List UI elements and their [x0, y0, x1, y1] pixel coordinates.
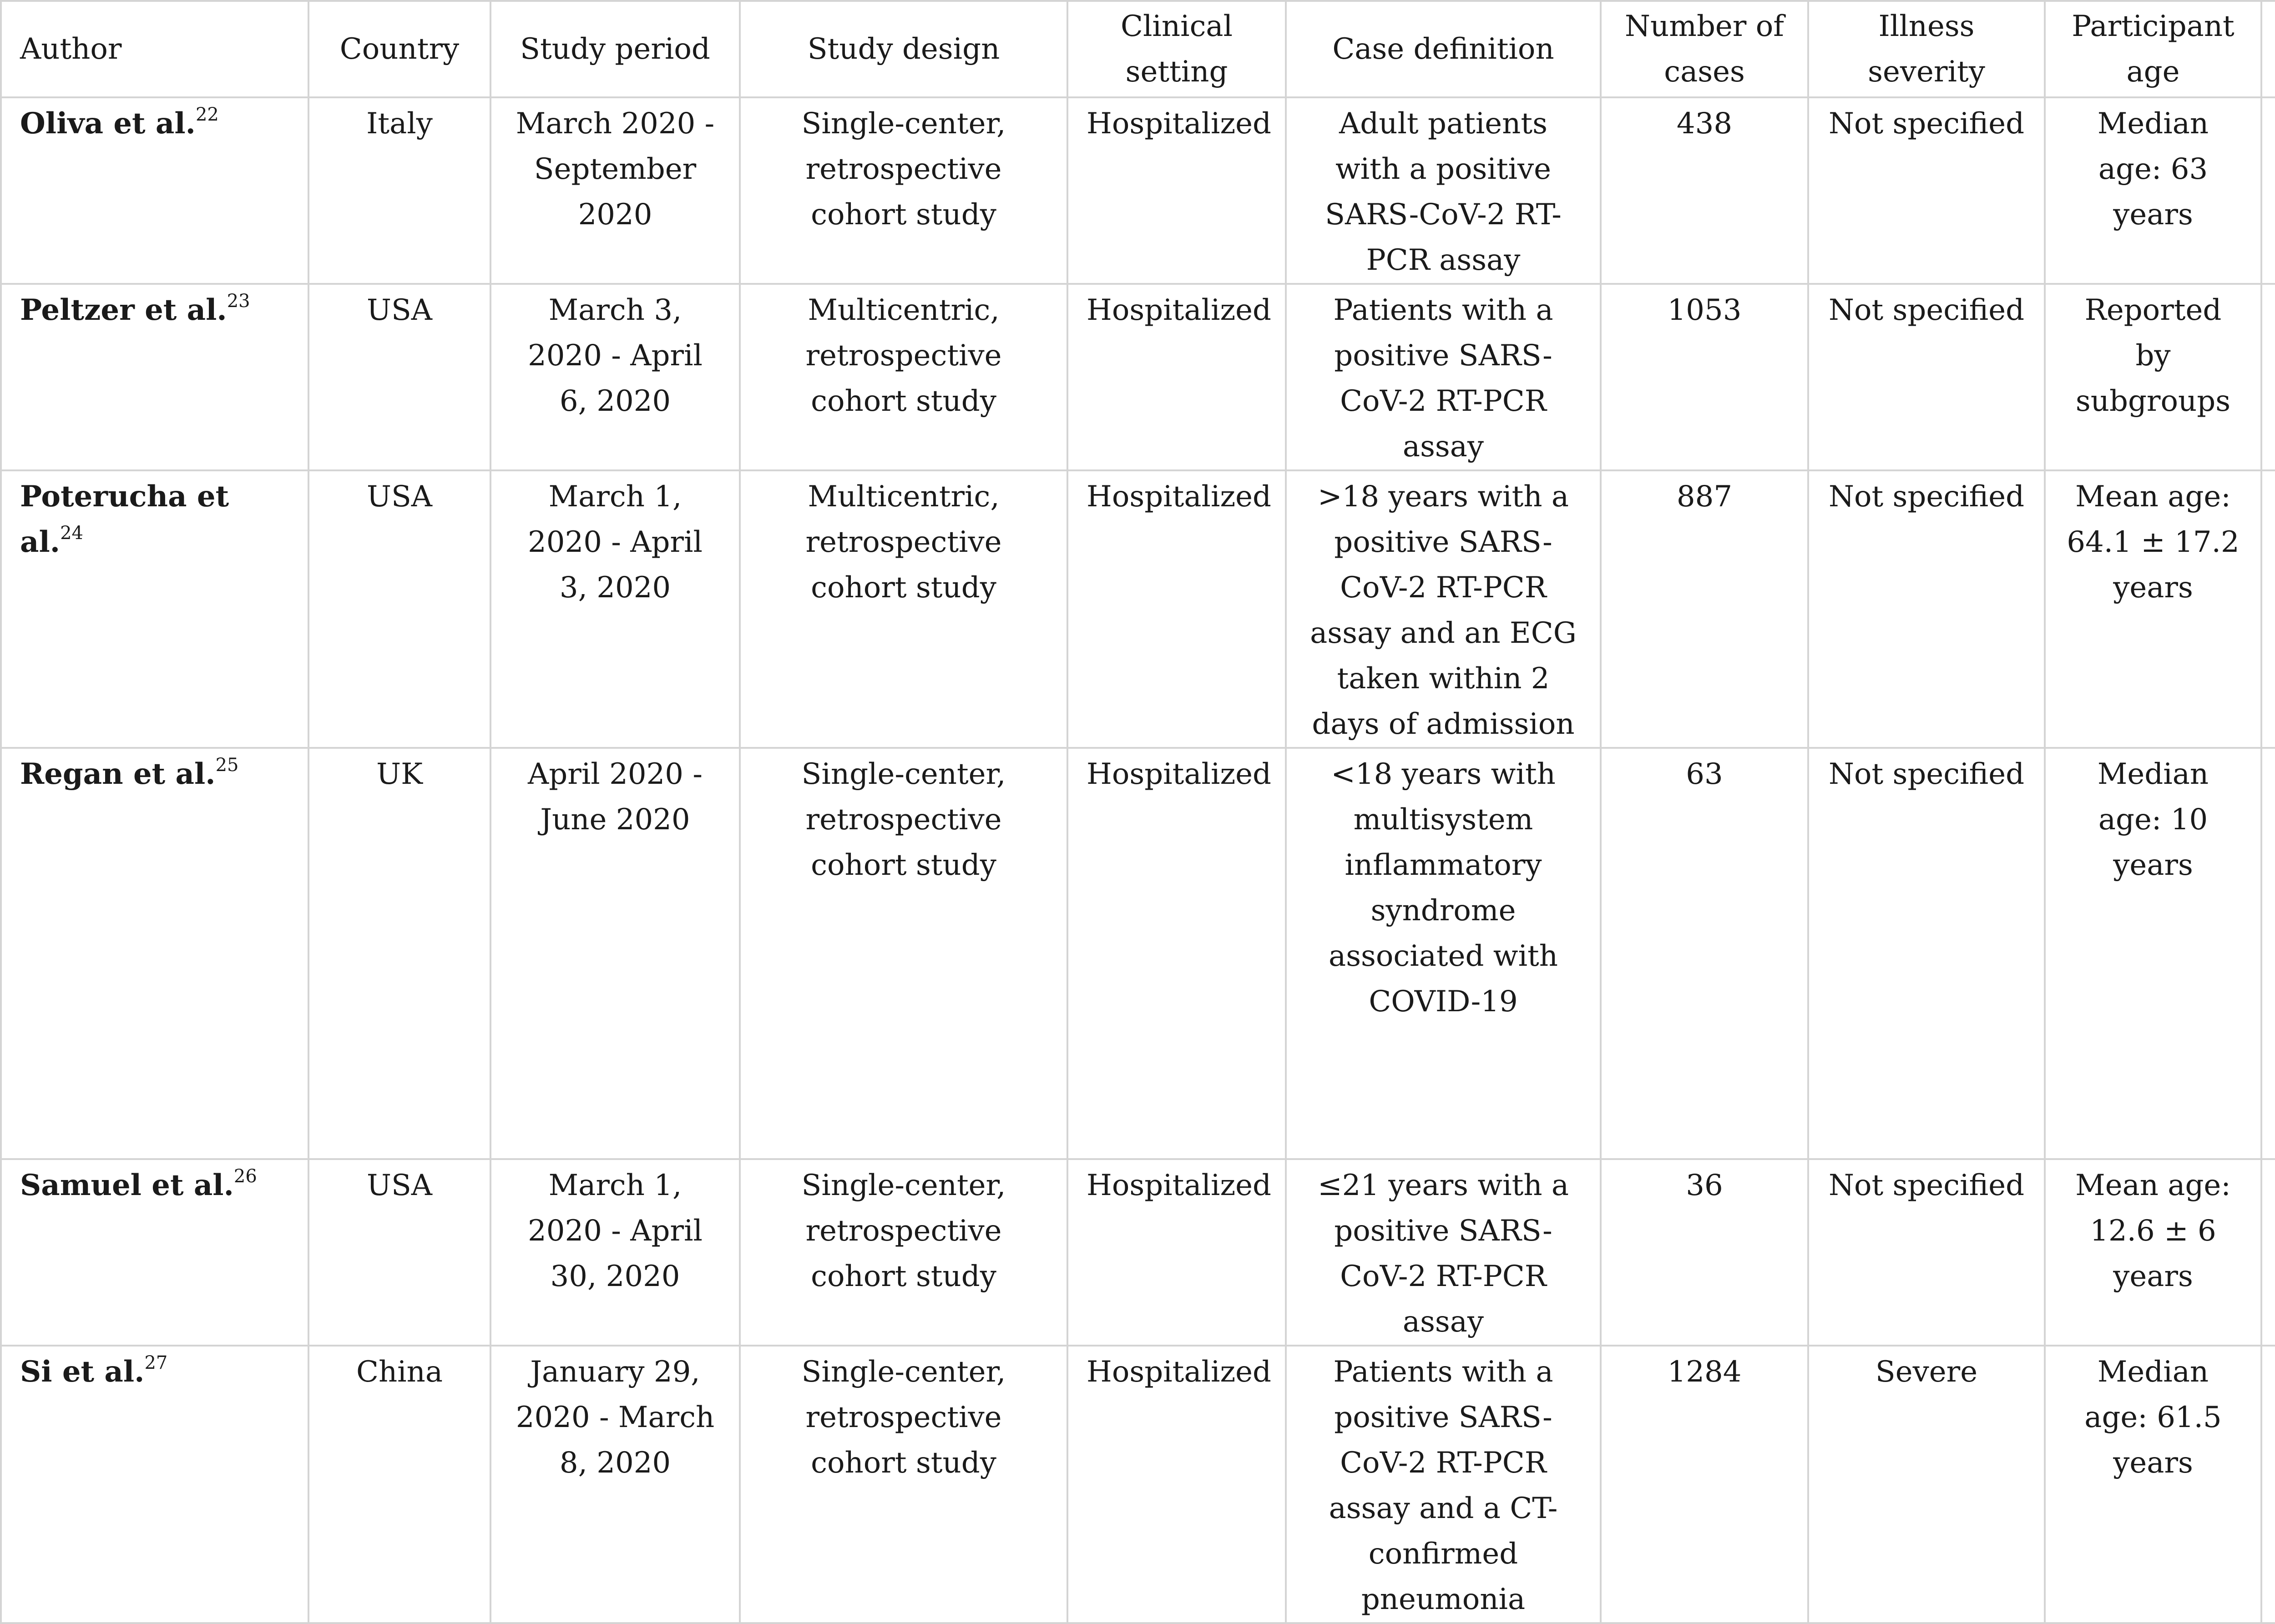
illness-severity-cell: Not specified: [1808, 284, 2045, 470]
author-name: Si et al.: [20, 1355, 145, 1389]
case-definition-cell: Patients with a positive SARS-CoV-2 RT-PCR assay and a CT-confirmed pneumonia: [1286, 1346, 1601, 1623]
header-study-design: Study design: [740, 1, 1067, 97]
table-row: [1, 97, 2275, 284]
author-cell: [1, 470, 308, 748]
header-row: [1, 1, 2275, 97]
study-design-cell: Multicentric, retrospective cohort study: [740, 284, 1067, 470]
reference-number: 23: [227, 291, 250, 312]
study-period-cell: April 2020 - June 2020: [490, 748, 740, 1159]
clinical-setting-cell: Hospitalized: [1067, 470, 1286, 748]
table-row: [1, 1159, 2275, 1346]
country-cell: USA: [308, 470, 490, 748]
study-design-cell: Single-center, retrospective cohort study: [740, 748, 1067, 1159]
clinical-setting-cell: Hospitalized: [1067, 97, 1286, 284]
study-design-cell: Multicentric, retrospective cohort study: [740, 470, 1067, 748]
author-cell: [1, 748, 308, 1159]
reference-number: 25: [215, 755, 239, 776]
study-period-cell: January 29, 2020 - March 8, 2020: [490, 1346, 740, 1623]
number-of-cases-cell: 887: [1601, 470, 1808, 748]
frequency-cell: [2261, 1346, 2275, 1623]
frequency-cell: [2261, 470, 2275, 748]
case-definition-cell: >18 years with a positive SARS-CoV-2 RT-PCR assay and an ECG taken within 2 days of admission: [1286, 470, 1601, 748]
study-design-cell: Single-center, retrospective cohort study: [740, 1346, 1067, 1623]
study-period-cell: March 2020 - September 2020: [490, 97, 740, 284]
illness-severity-cell: Not specified: [1808, 748, 2045, 1159]
number-of-cases-cell: 63: [1601, 748, 1808, 1159]
reference-number: 24: [60, 523, 83, 544]
number-of-cases-cell: 36: [1601, 1159, 1808, 1346]
number-of-cases-cell: 1284: [1601, 1346, 1808, 1623]
study-period-cell: March 1, 2020 - April 3, 2020: [490, 470, 740, 748]
number-of-cases-cell: 1053: [1601, 284, 1808, 470]
number-of-cases-cell: 438: [1601, 97, 1808, 284]
study-period-cell: March 3, 2020 - April 6, 2020: [490, 284, 740, 470]
country-cell: Italy: [308, 97, 490, 284]
author-cell: [1, 1159, 308, 1346]
study-design-cell: Single-center, retrospective cohort study: [740, 1159, 1067, 1346]
reference-number: 26: [233, 1166, 257, 1187]
frequency-cell: [2261, 284, 2275, 470]
header-study-period: Study period: [490, 1, 740, 97]
country-cell: USA: [308, 284, 490, 470]
participant-age-cell: Reported by subgroups: [2045, 284, 2261, 470]
author-cell: [1, 97, 308, 284]
illness-severity-cell: Severe: [1808, 1346, 2045, 1623]
author-name: Regan et al.: [20, 757, 216, 791]
header-number-of-cases: Number of cases: [1601, 1, 1808, 97]
reference-number: 22: [195, 104, 219, 125]
header-illness-severity: Illness severity: [1808, 1, 2045, 97]
frequency-cell: [2261, 97, 2275, 284]
country-cell: China: [308, 1346, 490, 1623]
header-case-definition: Case definition: [1286, 1, 1601, 97]
table-row: [1, 470, 2275, 748]
clinical-setting-cell: Hospitalized: [1067, 284, 1286, 470]
case-definition-cell: Adult patients with a positive SARS-CoV-2 RT-PCR assay: [1286, 97, 1601, 284]
author-name: Samuel et al.: [20, 1168, 234, 1202]
header-country: Country: [308, 1, 490, 97]
header-participant-age: Participant age: [2045, 1, 2261, 97]
illness-severity-cell: Not specified: [1808, 1159, 2045, 1346]
clinical-setting-cell: Hospitalized: [1067, 748, 1286, 1159]
header-author: Author: [1, 1, 308, 97]
study-design-cell: Single-center, retrospective cohort study: [740, 97, 1067, 284]
participant-age-cell: Median age: 10 years: [2045, 748, 2261, 1159]
participant-age-cell: Mean age: 64.1 ± 17.2 years: [2045, 470, 2261, 748]
table-row: [1, 284, 2275, 470]
header-frequency: [2261, 1, 2275, 97]
frequency-cell: [2261, 748, 2275, 1159]
reference-number: 27: [144, 1352, 168, 1373]
author-name: Peltzer et al.: [20, 293, 227, 327]
header-clinical-setting: Clinical setting: [1067, 1, 1286, 97]
table-row: [1, 748, 2275, 1159]
participant-age-cell: Median age: 61.5 years: [2045, 1346, 2261, 1623]
illness-severity-cell: Not specified: [1808, 97, 2045, 284]
author-name: Poterucha et al.: [20, 479, 229, 559]
case-definition-cell: <18 years with multisystem inflammatory syndrome associated with COVID-19: [1286, 748, 1601, 1159]
frequency-cell: [2261, 1159, 2275, 1346]
participant-age-cell: Mean age: 12.6 ± 6 years: [2045, 1159, 2261, 1346]
author-name: Oliva et al.: [20, 106, 196, 141]
clinical-setting-cell: Hospitalized: [1067, 1346, 1286, 1623]
illness-severity-cell: Not specified: [1808, 470, 2045, 748]
participant-age-cell: Median age: 63 years: [2045, 97, 2261, 284]
country-cell: USA: [308, 1159, 490, 1346]
clinical-setting-cell: Hospitalized: [1067, 1159, 1286, 1346]
study-period-cell: March 1, 2020 - April 30, 2020: [490, 1159, 740, 1346]
table-row: [1, 1346, 2275, 1623]
case-definition-cell: Patients with a positive SARS-CoV-2 RT-PCR assay: [1286, 284, 1601, 470]
case-definition-cell: ≤21 years with a positive SARS-CoV-2 RT-PCR assay: [1286, 1159, 1601, 1346]
author-cell: [1, 1346, 308, 1623]
country-cell: UK: [308, 748, 490, 1159]
author-cell: [1, 284, 308, 470]
